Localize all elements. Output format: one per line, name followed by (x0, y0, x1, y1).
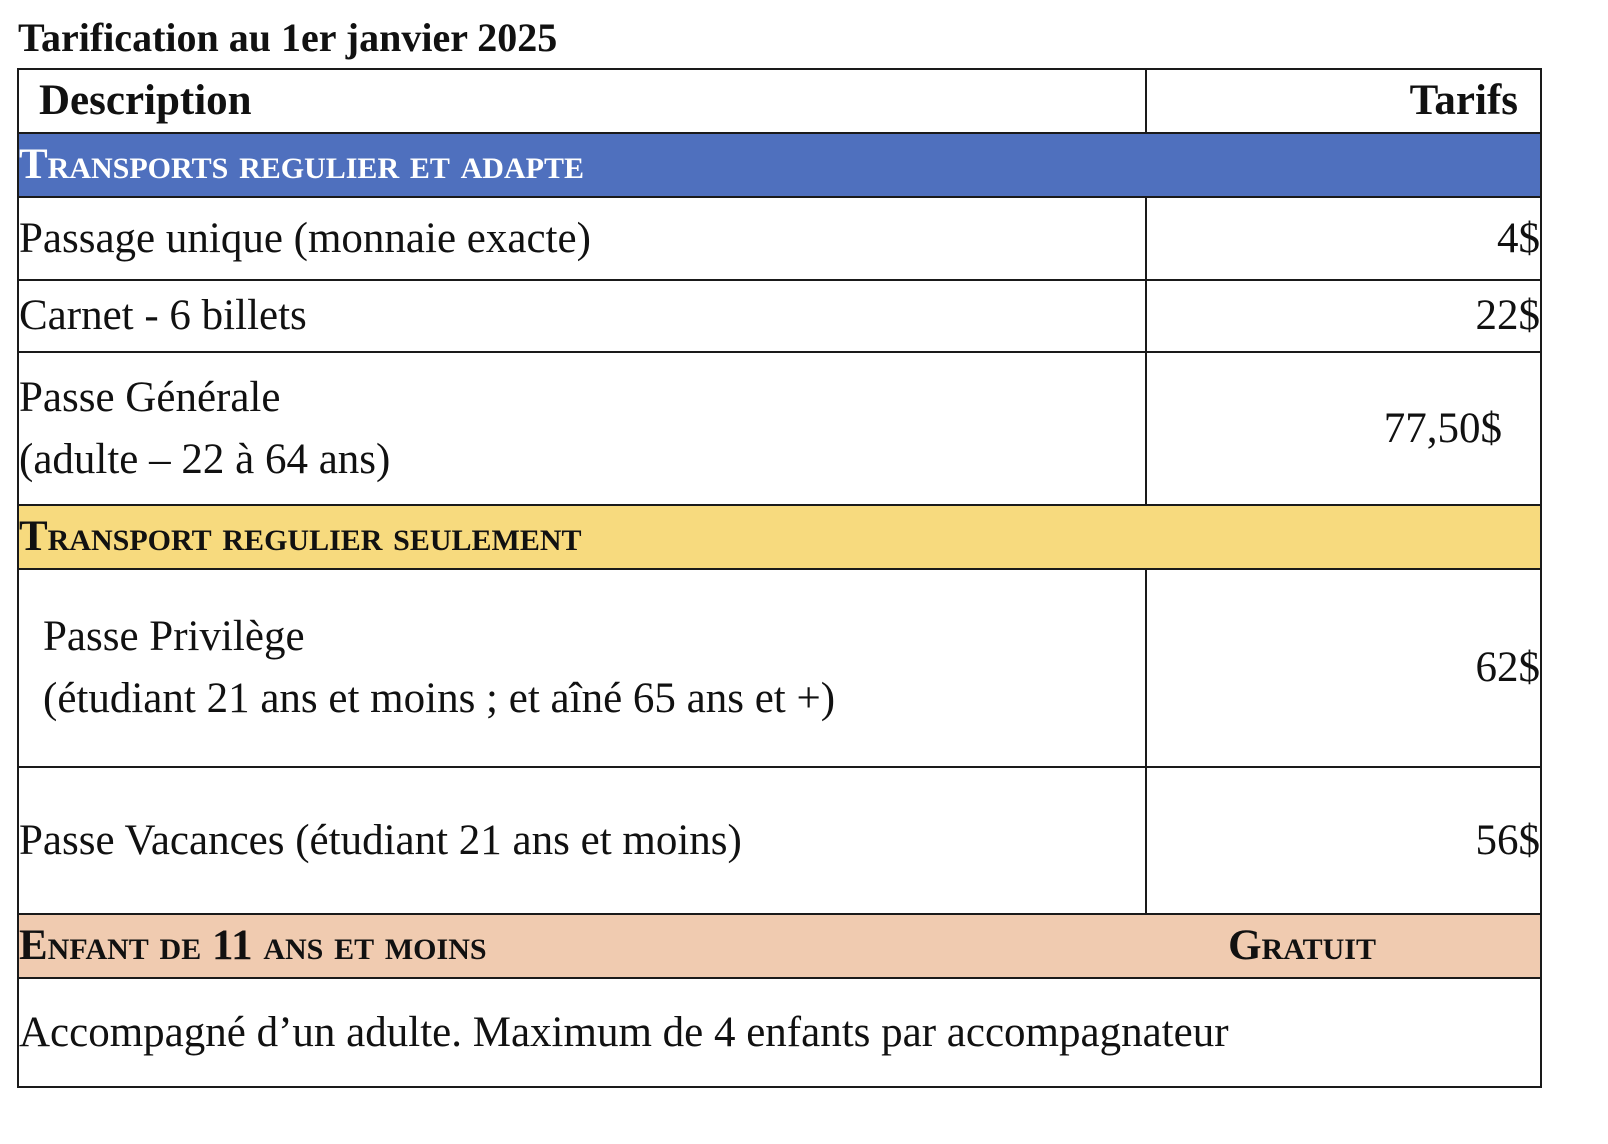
row-description (18, 352, 1146, 505)
row-price: 77,50$ (1146, 352, 1541, 505)
row-description: Passage unique (monnaie exacte) (18, 197, 1146, 280)
section-transports-regulier-adapte (18, 133, 1541, 197)
header-description: Description (18, 69, 1146, 133)
row-price: 56$ (1146, 767, 1541, 914)
row-description-line1: Passe Générale (19, 373, 281, 421)
section-price: Gratuit (1146, 914, 1541, 978)
table-row (18, 280, 1541, 352)
pricing-table (17, 68, 1542, 1088)
row-description: Carnet - 6 billets (18, 280, 1146, 352)
section-transport-regulier-seulement (18, 505, 1541, 569)
table-header-row (18, 69, 1541, 133)
row-price: 62$ (1146, 569, 1541, 767)
table-row (18, 767, 1541, 914)
table-row-note (18, 978, 1541, 1087)
table-row (18, 197, 1541, 280)
document-title: Tarification au 1er janvier 2025 (18, 15, 558, 60)
row-description-line2: (étudiant 21 ans et moins ; et aîné 65 ans et +) (43, 675, 836, 722)
table-row (18, 352, 1541, 505)
row-description-line1: Passe Privilège (43, 613, 305, 660)
row-price: 4$ (1146, 197, 1541, 280)
note-text: Accompagné d’un adulte. Maximum de 4 enfants par accompagnateur (18, 978, 1541, 1087)
section-enfant (18, 914, 1541, 978)
row-price: 22$ (1146, 280, 1541, 352)
header-tarifs: Tarifs (1146, 69, 1541, 133)
row-description-line2: (adulte – 22 à 64 ans) (19, 435, 391, 483)
table-row (18, 569, 1541, 767)
row-description (18, 569, 1146, 767)
section-label: Transport regulier seulement (18, 505, 1541, 569)
section-label: Transports regulier et adapte (18, 133, 1541, 197)
section-label: Enfant de 11 ans et moins (18, 914, 1146, 978)
row-description: Passe Vacances (étudiant 21 ans et moins) (18, 767, 1146, 914)
